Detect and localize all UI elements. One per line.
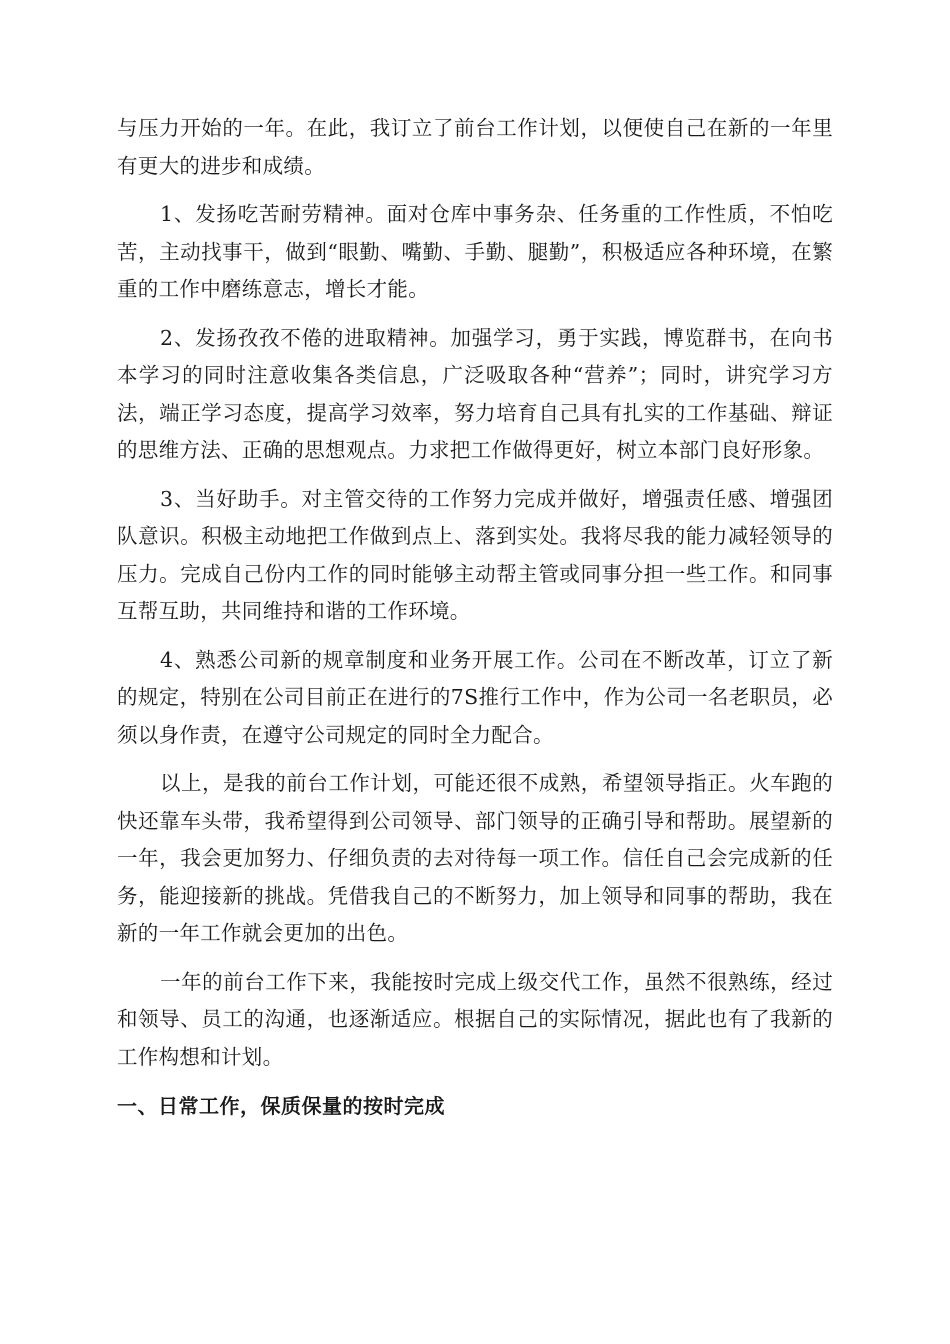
document-body xyxy=(117,110,833,1126)
section-heading: 一、日常工作，保质保量的按时完成 xyxy=(117,1094,445,1118)
paragraph-intro-continued: 与压力开始的一年。在此，我订立了前台工作计划，以便使自己在新的一年里有更大的进步和成绩。 xyxy=(117,116,833,178)
paragraph-item-1: 1、发扬吃苦耐劳精神。面对仓库中事务杂、任务重的工作性质，不怕吃苦，主动找事干，做到“眼勤、嘴勤、手勤、腿勤”，积极适应各种环境，在繁重的工作中磨练意志，增长才能。 xyxy=(117,202,833,301)
paragraph-item-2: 2、发扬孜孜不倦的进取精神。加强学习，勇于实践，博览群书，在向书本学习的同时注意收集各类信息，广泛吸取各种“营养”；同时，讲究学习方法，端正学习态度，提高学习效率，努力培育自己具有扎实的工作基础、辩证的思维方法、正确的思想观点。力求把工作做得更好，树立本部门良好形象。 xyxy=(117,325,833,462)
paragraph-summary: 以上，是我的前台工作计划，可能还很不成熟，希望领导指正。火车跑的快还靠车头带，我希望得到公司领导、部门领导的正确引导和帮助。展望新的一年，我会更加努力、仔细负责的去对待每一项工作。信任自己会完成新的任务，能迎接新的挑战。凭借我自己的不断努力，加上领导和同事的帮助，我在新的一年工作就会更加的出色。 xyxy=(117,771,833,945)
paragraph-reflection: 一年的前台工作下来，我能按时完成上级交代工作，虽然不很熟练，经过和领导、员工的沟通，也逐渐适应。根据自己的实际情况，据此也有了我新的工作构想和计划。 xyxy=(117,969,833,1069)
paragraph-item-4: 4、熟悉公司新的规章制度和业务开展工作。公司在不断改革，订立了新的规定，特别在公司目前正在进行的7S推行工作中，作为公司一名老职员，必须以身作责，在遵守公司规定的同时全力配合。 xyxy=(117,647,833,747)
paragraph-item-3: 3、当好助手。对主管交待的工作努力完成并做好，增强责任感、增强团队意识。积极主动地把工作做到点上、落到实处。我将尽我的能力减轻领导的压力。完成自己份内工作的同时能够主动帮主管或同事分担一些工作。和同事互帮互助，共同维持和谐的工作环境。 xyxy=(117,486,833,623)
